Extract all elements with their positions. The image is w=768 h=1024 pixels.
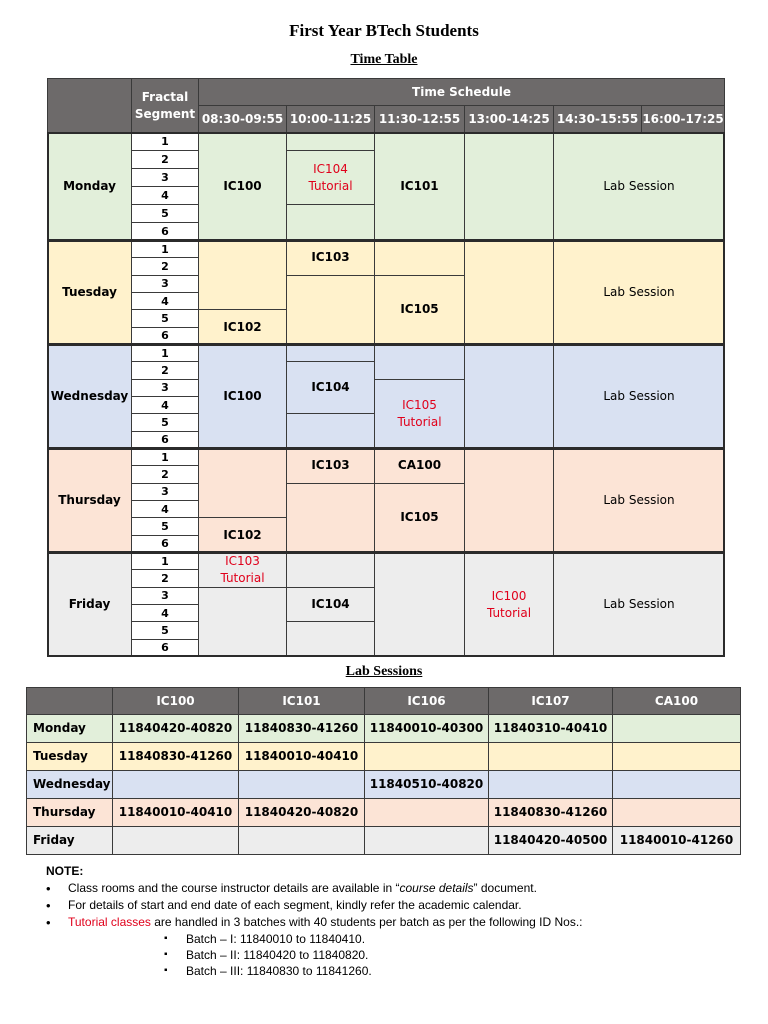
segment-number: 6 <box>131 535 199 553</box>
lab-batch-range: 11840010-40410 <box>238 742 365 771</box>
lab-day-label: Wednesday <box>26 770 113 799</box>
class-cell: IC102 <box>198 517 287 553</box>
class-cell: IC102 <box>198 309 287 345</box>
lab-batch-range: 11840310-40410 <box>488 714 613 743</box>
segment-number: 4 <box>131 604 199 622</box>
segment-number: 4 <box>131 186 199 205</box>
segment-number: 5 <box>131 517 199 535</box>
segment-number: 2 <box>131 361 199 379</box>
lab-empty-cell <box>112 770 239 799</box>
class-cell: IC103 <box>286 448 375 484</box>
segment-number: 6 <box>131 639 199 657</box>
header-slot: 13:00-14:25 <box>464 105 554 133</box>
segment-number: 1 <box>131 448 199 466</box>
class-cell: Lab Session <box>553 344 725 449</box>
class-cell: IC100 <box>198 132 287 241</box>
lab-header-course: IC106 <box>364 687 489 715</box>
class-cell: Lab Session <box>553 552 725 657</box>
segment-number: 5 <box>131 413 199 431</box>
note-item-academic-calendar: • For details of start and end date of each segment, kindly refer the academic calendar. <box>46 897 746 914</box>
lab-empty-cell <box>238 826 365 855</box>
class-cell: IC105 <box>374 275 465 345</box>
segment-number: 5 <box>131 309 199 327</box>
header-slot: 16:00-17:25 <box>641 105 725 133</box>
class-cell: IC100 <box>198 344 287 449</box>
segment-number: 1 <box>131 552 199 570</box>
class-cell: IC105 Tutorial <box>374 379 465 449</box>
segment-number: 6 <box>131 222 199 241</box>
lab-batch-range: 11840420-40820 <box>238 798 365 827</box>
header-slot: 10:00-11:25 <box>286 105 375 133</box>
segment-number: 5 <box>131 621 199 639</box>
lab-batch-range: 11840010-40300 <box>364 714 489 743</box>
lab-batch-range: 11840010-40410 <box>112 798 239 827</box>
class-cell: Lab Session <box>553 240 725 345</box>
lab-batch-range: 11840420-40500 <box>488 826 613 855</box>
lab-header-course: IC107 <box>488 687 613 715</box>
segment-number: 3 <box>131 275 199 293</box>
day-label: Friday <box>47 552 132 657</box>
class-cell: IC104 <box>286 361 375 414</box>
lab-sessions-title: Lab Sessions <box>345 664 423 679</box>
segment-number: 4 <box>131 292 199 310</box>
class-cell: CA100 <box>374 448 465 484</box>
batch-item: ▪ Batch – III: 11840830 to 11841260. <box>46 963 746 979</box>
header-time-schedule: Time Schedule <box>198 78 725 106</box>
lab-empty-cell <box>612 742 741 771</box>
segment-number: 4 <box>131 396 199 414</box>
class-cell: IC104 Tutorial <box>286 150 375 205</box>
header-slot: 11:30-12:55 <box>374 105 465 133</box>
notes-section <box>46 864 746 979</box>
class-cell: IC105 <box>374 483 465 553</box>
segment-number: 1 <box>131 132 199 151</box>
class-cell: Lab Session <box>553 132 725 241</box>
note-item-course-details: • Class rooms and the course instructor details are available in “course details” document. <box>46 880 746 897</box>
lab-header-blank <box>26 687 113 715</box>
segment-number: 2 <box>131 569 199 587</box>
lab-empty-cell <box>488 742 613 771</box>
lab-header-course: IC101 <box>238 687 365 715</box>
lab-empty-cell <box>238 770 365 799</box>
lab-day-label: Tuesday <box>26 742 113 771</box>
lab-empty-cell <box>612 714 741 743</box>
lab-empty-cell <box>612 798 741 827</box>
lab-day-label: Friday <box>26 826 113 855</box>
segment-number: 2 <box>131 150 199 169</box>
lab-empty-cell <box>112 826 239 855</box>
notes-heading: NOTE: <box>46 864 84 878</box>
batch-item: ▪ Batch – II: 11840420 to 11840820. <box>46 947 746 963</box>
lab-batch-range: 11840510-40820 <box>364 770 489 799</box>
segment-number: 2 <box>131 465 199 483</box>
segment-number: 5 <box>131 204 199 223</box>
class-cell: Lab Session <box>553 448 725 553</box>
lab-header-course: CA100 <box>612 687 741 715</box>
course-details-text: course details <box>399 881 474 895</box>
timetable-title: Time Table <box>350 52 418 67</box>
day-label: Monday <box>47 132 132 241</box>
batch-item: ▪ Batch – I: 11840010 to 11840410. <box>46 931 746 947</box>
lab-batch-range: 11840420-40820 <box>112 714 239 743</box>
lab-batch-range: 11840830-41260 <box>112 742 239 771</box>
lab-batch-range: 11840010-41260 <box>612 826 741 855</box>
tutorial-classes-text: Tutorial classes <box>68 915 151 929</box>
segment-number: 2 <box>131 257 199 275</box>
header-slot: 08:30-09:55 <box>198 105 287 133</box>
segment-number: 3 <box>131 379 199 397</box>
lab-day-label: Monday <box>26 714 113 743</box>
lab-batch-range: 11840830-41260 <box>238 714 365 743</box>
lab-batch-range: 11840830-41260 <box>488 798 613 827</box>
class-cell: IC100 Tutorial <box>464 552 554 657</box>
segment-number: 1 <box>131 344 199 362</box>
note-item-tutorial-batches: • Tutorial classes are handled in 3 batches with 40 students per batch as per the following ID Nos.: <box>46 914 746 931</box>
class-cell: IC104 <box>286 587 375 623</box>
segment-number: 3 <box>131 587 199 605</box>
segment-number: 3 <box>131 168 199 187</box>
page-title: First Year BTech Students <box>289 21 479 40</box>
segment-number: 3 <box>131 483 199 501</box>
header-slot: 14:30-15:55 <box>553 105 642 133</box>
segment-number: 6 <box>131 431 199 449</box>
lab-empty-cell <box>488 770 613 799</box>
lab-header-course: IC100 <box>112 687 239 715</box>
class-cell: IC103 <box>286 240 375 276</box>
day-label: Tuesday <box>47 240 132 345</box>
lab-empty-cell <box>364 798 489 827</box>
segment-number: 1 <box>131 240 199 258</box>
lab-empty-cell <box>364 742 489 771</box>
class-cell: IC103 Tutorial <box>198 552 287 588</box>
lab-day-label: Thursday <box>26 798 113 827</box>
class-cell: IC101 <box>374 132 465 241</box>
day-label: Thursday <box>47 448 132 553</box>
segment-number: 4 <box>131 500 199 518</box>
header-fractal-segment: Fractal Segment <box>131 78 199 133</box>
lab-empty-cell <box>612 770 741 799</box>
lab-empty-cell <box>364 826 489 855</box>
segment-number: 6 <box>131 327 199 345</box>
day-label: Wednesday <box>47 344 132 449</box>
